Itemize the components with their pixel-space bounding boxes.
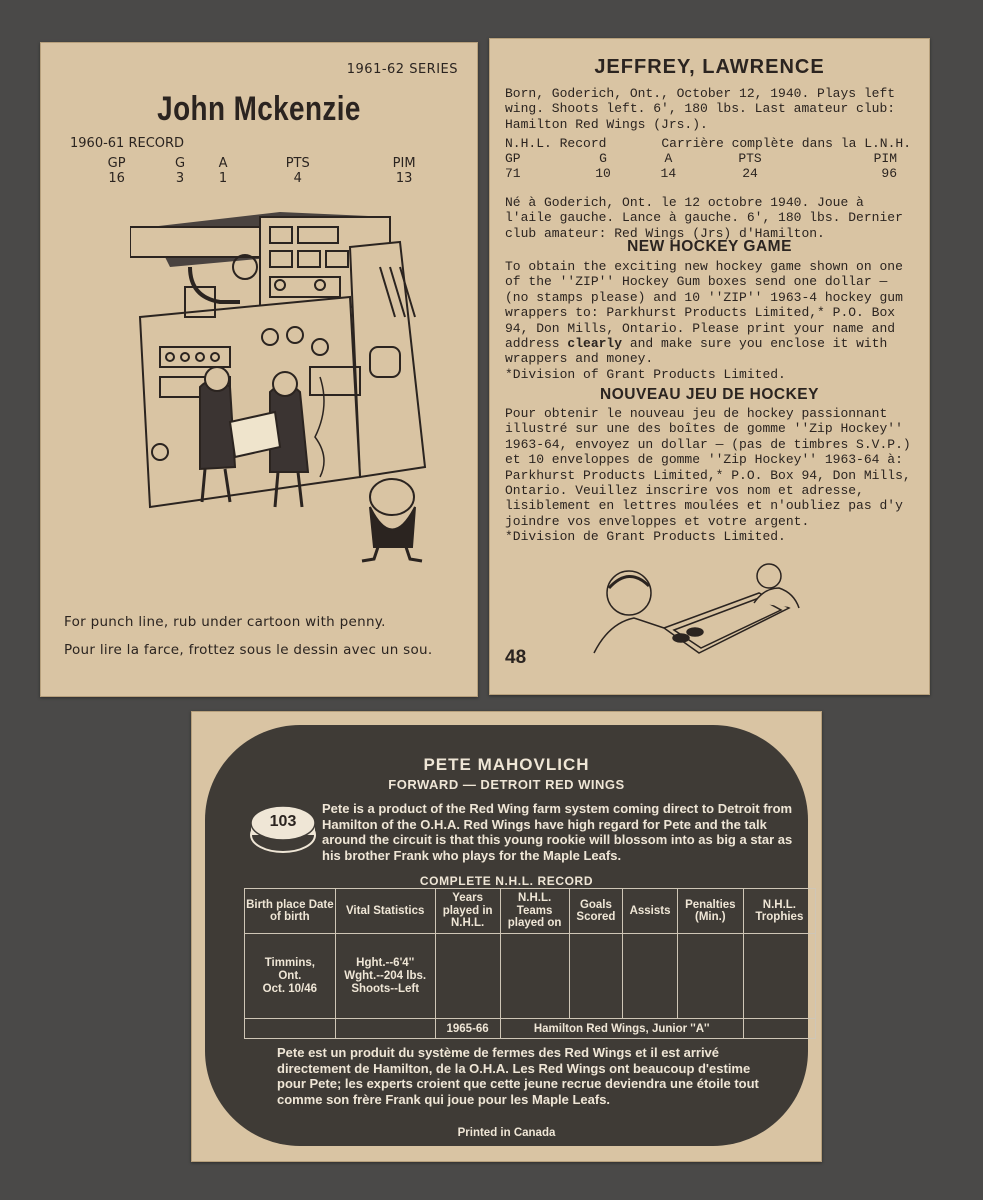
- empty-cell: [623, 934, 678, 1019]
- empty-cell: [569, 934, 623, 1019]
- record-body-row: [245, 934, 816, 1019]
- game-text-english: [505, 259, 915, 382]
- empty-cell: [743, 934, 815, 1019]
- record-label: N.H.L. Record: [505, 136, 607, 151]
- stat-value: 13: [395, 171, 413, 186]
- game-heading-french: NOUVEAU JEU DE HOCKEY: [600, 386, 819, 403]
- player-name: PETE MAHOVLICH: [423, 755, 590, 774]
- empty-cell: [500, 934, 569, 1019]
- record-table: [244, 888, 816, 1039]
- column-header: N.H.L. Teams played on: [500, 889, 569, 934]
- game-text-part: To obtain the exciting new hockey game shown on one of the ''ZIP'' Hockey Gum boxes send one dollar — (no stamps please) and 10 ''ZIP'' 1963-4 hockey gum wrappers to: Parkhurst Products Limited,* P.O. Box 94, Don Mills, Ontario. Please print your name and address: [505, 259, 903, 352]
- bio-french: Pete est un produit du système de fermes des Red Wings et il est arrivé directement de Hamilton, de la O.H.A. Les Red Wings ont beaucoup d'estime pour Pete; les experts croient que cette jeune recrue deviendra une étoile tout comme son frère Frank qui joue pour les Maple Leafs.: [277, 1045, 759, 1107]
- game-text-bold: clearly: [567, 336, 623, 352]
- bio-english: Pete is a product of the Red Wing farm system coming direct to Detroit from Hamilton of the O.H.A. Red Wings have high regard for Pete and the talk around the circuit is that this young rookie will blossom into as big a star as his brother Frank who plays for the Maple Leafs.: [322, 801, 793, 863]
- stat-value: 3: [175, 171, 185, 186]
- stat-header: PTS: [285, 156, 310, 171]
- stat-header: GP: [505, 151, 521, 166]
- stats-header-row: [76, 156, 456, 171]
- vitals-shoots: Shoots--Left: [351, 982, 420, 995]
- game-note-english: *Division of Grant Products Limited.: [505, 366, 786, 382]
- empty-cell: [743, 1019, 815, 1039]
- season-year: 1965-66: [435, 1019, 500, 1039]
- record-header-row: [245, 889, 816, 934]
- cartoon-illustration: [130, 207, 430, 567]
- game-text-part: Pour obtenir le nouveau jeu de hockey passionnant illustré sur une des boîtes de gomme ''Zip Hockey'' 1963-64, envoyez un dollar — (pas de timbres S.V.P.) et 10 enveloppes de gomme ''Zip Hockey'' 1963-64 à: Parkhurst Products Limited,* P.O. Box 94, Don Mills, Ontario. Veuillez inscrire vos nom et adresse, lisiblement en lettres moulées et n'oubliez pas d'y joindre vos enveloppes et votre argent.: [505, 406, 911, 529]
- punch-line-english: For punch line, rub under cartoon with penny.: [64, 614, 386, 630]
- column-header: Penalties (Min.): [677, 889, 743, 934]
- player-name: John Mckenzie: [157, 90, 361, 128]
- empty-cell: [677, 934, 743, 1019]
- game-note-french: *Division de Grant Products Limited.: [505, 529, 786, 545]
- empty-cell: [335, 1019, 435, 1039]
- column-header: Birth place Date of birth: [245, 889, 336, 934]
- stat-header: PIM: [873, 151, 897, 166]
- series-label: 1961-62 SERIES: [346, 62, 458, 77]
- stat-header: A: [218, 156, 228, 171]
- column-header: N.H.L. Trophies: [743, 889, 815, 934]
- game-text-french: [505, 406, 915, 545]
- record-title: 1960-61 RECORD: [70, 136, 185, 151]
- stat-header: A: [664, 151, 673, 166]
- stats-value-row: [505, 166, 897, 181]
- nhl-stats-grid: [505, 151, 897, 181]
- hockey-game-illustration: [589, 558, 814, 658]
- stat-header: PIM: [392, 156, 416, 171]
- vitals-cell: [335, 934, 435, 1019]
- printed-in-canada: Printed in Canada: [457, 1127, 556, 1139]
- stat-value: 14: [660, 166, 677, 181]
- stat-header: G: [599, 151, 607, 166]
- stat-value: 71: [505, 166, 521, 181]
- column-header: Vital Statistics: [335, 889, 435, 934]
- record-title: COMPLETE N.H.L. RECORD: [419, 874, 594, 888]
- card-number: 103: [269, 813, 297, 830]
- stat-header: GP: [107, 156, 126, 171]
- record-label-french: Carrière complète dans la L.N.H.: [661, 136, 911, 151]
- column-header: Assists: [623, 889, 678, 934]
- bio-french: Né à Goderich, Ont. le 12 octobre 1940. Joue à l'aile gauche. Lance à gauche. 6′, 180 lbs. Dernier club amateur: Red Wings (Jrs) d'Hamilton.: [505, 195, 903, 241]
- birth-place: Timmins, Ont.: [264, 956, 315, 982]
- game-text-part: and make sure you enclose it with wrappers and money.: [505, 336, 888, 367]
- stat-value: 96: [881, 166, 897, 181]
- card-number: 48: [505, 647, 527, 668]
- stat-header: PTS: [738, 151, 762, 166]
- stat-header: G: [175, 156, 186, 171]
- empty-cell: [245, 1019, 336, 1039]
- stats-header-row: [505, 151, 897, 166]
- card-pete-mahovlich-back: [191, 711, 822, 1162]
- oval-panel: [205, 725, 808, 1146]
- empty-cell: [435, 934, 500, 1019]
- column-header: Goals Scored: [569, 889, 623, 934]
- birth-cell: [245, 934, 336, 1019]
- stat-value: 10: [595, 166, 611, 181]
- card-jeffrey-lawrence-back: [489, 38, 930, 695]
- column-header: Years played in N.H.L.: [435, 889, 500, 934]
- card-john-mckenzie: [40, 42, 478, 697]
- stat-value: 4: [293, 171, 302, 186]
- vitals-height: Hght.--6'4'': [356, 956, 415, 969]
- stat-value: 16: [108, 171, 125, 186]
- stat-value: 1: [218, 171, 228, 186]
- birth-date: Oct. 10/46: [262, 982, 318, 995]
- record-season-row: [245, 1019, 816, 1039]
- stats-grid: [76, 156, 456, 186]
- vitals-weight: Wght.--204 lbs.: [344, 969, 427, 982]
- record-labels: [505, 136, 911, 151]
- game-heading-english: NEW HOCKEY GAME: [627, 238, 792, 255]
- season-team: Hamilton Red Wings, Junior ''A'': [500, 1019, 743, 1039]
- bio-english: Born, Goderich, Ont., October 12, 1940. Plays left wing. Shoots left. 6′, 180 lbs. Last amateur club: Hamilton Red Wings (Jrs.).: [505, 86, 896, 132]
- stat-value: 24: [742, 166, 758, 181]
- card-number-puck: [249, 803, 317, 855]
- stats-value-row: [76, 171, 456, 186]
- punch-line-french: Pour lire la farce, frottez sous le dessin avec un sou.: [64, 642, 433, 658]
- player-name: JEFFREY, LAWRENCE: [594, 56, 825, 78]
- position-team: FORWARD — DETROIT RED WINGS: [388, 777, 625, 792]
